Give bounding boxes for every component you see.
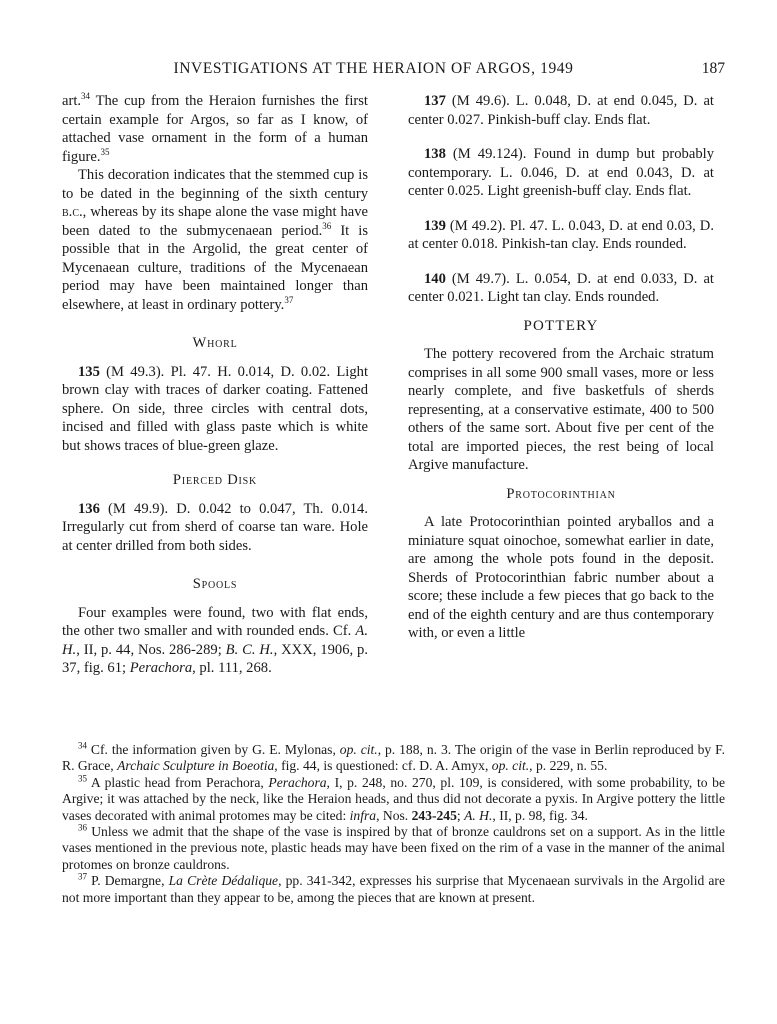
footnote-37: $^{37}$ P. Demargne, La Crète Dédalique, pp. 341-342, expresses his surprise that Mycenaean survivals in the Argolid are not more important than they appear to be, among the pieces that are known at present. [62, 871, 725, 905]
footnote-ref-36: 36 [322, 220, 332, 231]
footnote-ref-37: 37 [284, 294, 294, 305]
left-column [62, 92, 368, 678]
running-head [62, 60, 725, 82]
right-column [408, 92, 714, 643]
paragraph-decoration: This decoration indicates that the stemmed cup is to be dated in the beginning of the sixth century b.c., whereas by its shape alone the vase might have been dated to the submycenaean period.$^{36}$ It is possible that in the Argolid, the great center of Mycenaean culture, traditions of the Mycenaean period may have been maintained longer than elsewhere, at least in ordinary pottery.$^{37}$ [62, 167, 368, 313]
footnote-36: $^{36}$ Unless we admit that the shape of the vase is inspired by that of bronze cauldrons set on a support. As in the little vases mentioned in the previous note, plastic heads may have been fixed on the rim of a vase in the manner of the animal protomes on bronze cauldrons. [62, 822, 725, 872]
footnote-35: $^{35}$ A plastic head from Perachora, Perachora, I, p. 248, no. 270, pl. 109, is considered, with some probability, to be Argive; it was attached by the neck, like the Heraion heads, and thus did not decorate a pyxis. In Argive pottery the little vases decorated with animal protomes may be cited: infra, Nos. 243-245; A. H., II, p. 98, fig. 34. [62, 773, 725, 823]
footnotes [62, 742, 725, 906]
catalogue-entry-140: 140 (M 49.7). L. 0.054, D. at end 0.033, D. at center 0.021. Light tan clay. Ends rounded. [408, 270, 714, 305]
heading-whorl: Whorl [192, 335, 238, 351]
heading-spools: Spools [192, 576, 238, 592]
catalogue-entry-136: 136 (M 49.9). D. 0.042 to 0.047, Th. 0.014. Irregularly cut from sherd of coarse tan ware. Hole at center drilled from both sides. [62, 500, 368, 554]
heading-pierced-disk: Pierced Disk [172, 472, 258, 488]
heading-pottery: POTTERY [523, 317, 599, 334]
footnote-ref-35: 35 [100, 146, 110, 157]
running-title: INVESTIGATIONS AT THE HERAION OF ARGOS, 1949 [173, 60, 574, 77]
paragraph-art: art.$^{34}$ The cup from the Heraion furnishes the first certain example for Argos, so far as I know, of attached vase ornament in the form of a human figure.$^{35}$ [62, 91, 368, 165]
footnote-ref-34: 34 [81, 91, 91, 102]
page-number: 187 [701, 60, 725, 77]
paragraph-protocorinthian: A late Protocorinthian pointed aryballos and a miniature squat oinochoe, somewhat earlier in date, are among the whole pots found in the deposit. Sherds of Protocorinthian fabric number about a score; these include a few pieces that go back to the end of the eighth century and are thus contemporary with, or even a little [408, 514, 714, 641]
catalogue-entry-135: 135 (M 49.3). Pl. 47. H. 0.014, D. 0.02. Light brown clay with traces of darker coating. Fattened sphere. On side, three circles with central dots, incised and filled with glass paste which is white but shows traces of blue-green glaze. [62, 363, 368, 454]
footnote-34: $^{34}$ Cf. the information given by G. E. Mylonas, op. cit., p. 188, n. 3. The origin of the vase in Berlin reproduced by F. R. Grace, Archaic Sculpture in Boeotia, fig. 44, is questioned: cf. D. A. Amyx, op. cit., p. 229, n. 55. [62, 740, 725, 774]
paragraph-spools: Four examples were found, two with flat ends, the other two smaller and with rounded ends. Cf. A. H., II, p. 44, Nos. 286-289; B. C. H., XXX, 1906, p. 37, fig. 61; Perachora, pl. 111, 268. [62, 604, 368, 676]
catalogue-entry-138: 138 (M 49.124). Found in dump but probably contemporary. L. 0.046, D. at end 0.043, D. at center 0.025. Light greenish-buff clay. Ends flat. [408, 146, 714, 199]
catalogue-entry-139: 139 (M 49.2). Pl. 47. L. 0.043, D. at end 0.03, D. at center 0.018. Pinkish-tan clay. Ends rounded. [408, 217, 714, 252]
heading-protocorinthian: Protocorinthian [506, 485, 616, 502]
catalogue-entry-137: 137 (M 49.6). L. 0.048, D. at end 0.045, D. at center 0.027. Pinkish-buff clay. Ends flat. [408, 93, 714, 128]
paragraph-pottery: The pottery recovered from the Archaic stratum comprises in all some 900 small vases, more or less nearly complete, and five basketfuls of sherds representing, at a conservative estimate, 400 to 500 others of the same sort. About five per cent of the total are imported pieces, the rest being of local Argive manufacture. [408, 346, 714, 473]
